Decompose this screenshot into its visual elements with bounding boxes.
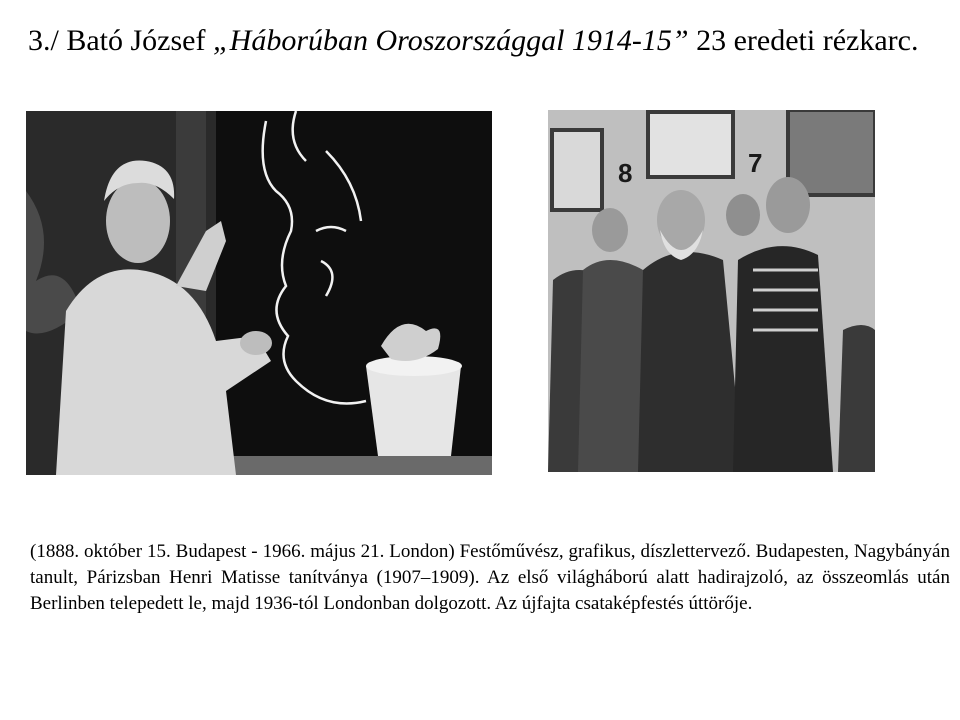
artist-blackboard-illustration [26, 111, 492, 475]
photo-artist-blackboard [26, 111, 492, 475]
title-suffix: 23 eredeti rézkarc. [688, 24, 919, 57]
slide-title [28, 22, 928, 59]
officers-group-illustration [548, 110, 875, 472]
biography-caption: (1888. október 15. Budapest - 1966. május 21. London) Festőművész, grafikus, díszlettervező. Budapesten, Nagybányán tanult, Párizsban Henri Matisse tanítványa (1907–1909). Az első világháború alatt hadirajzoló, az összeomlás után Berlinben telepedett le, majd 1936-tól Londonban dolgozott. Az újfajta csataképfestés úttörője. [30, 541, 950, 614]
photo-officers-group [548, 110, 875, 472]
picture-number-8: 8 [618, 158, 633, 188]
title-italic-work: „Háborúban Oroszországgal 1914-15” [212, 24, 689, 57]
picture-number-7: 7 [748, 148, 763, 178]
title-prefix: 3./ Bató József [28, 24, 213, 57]
